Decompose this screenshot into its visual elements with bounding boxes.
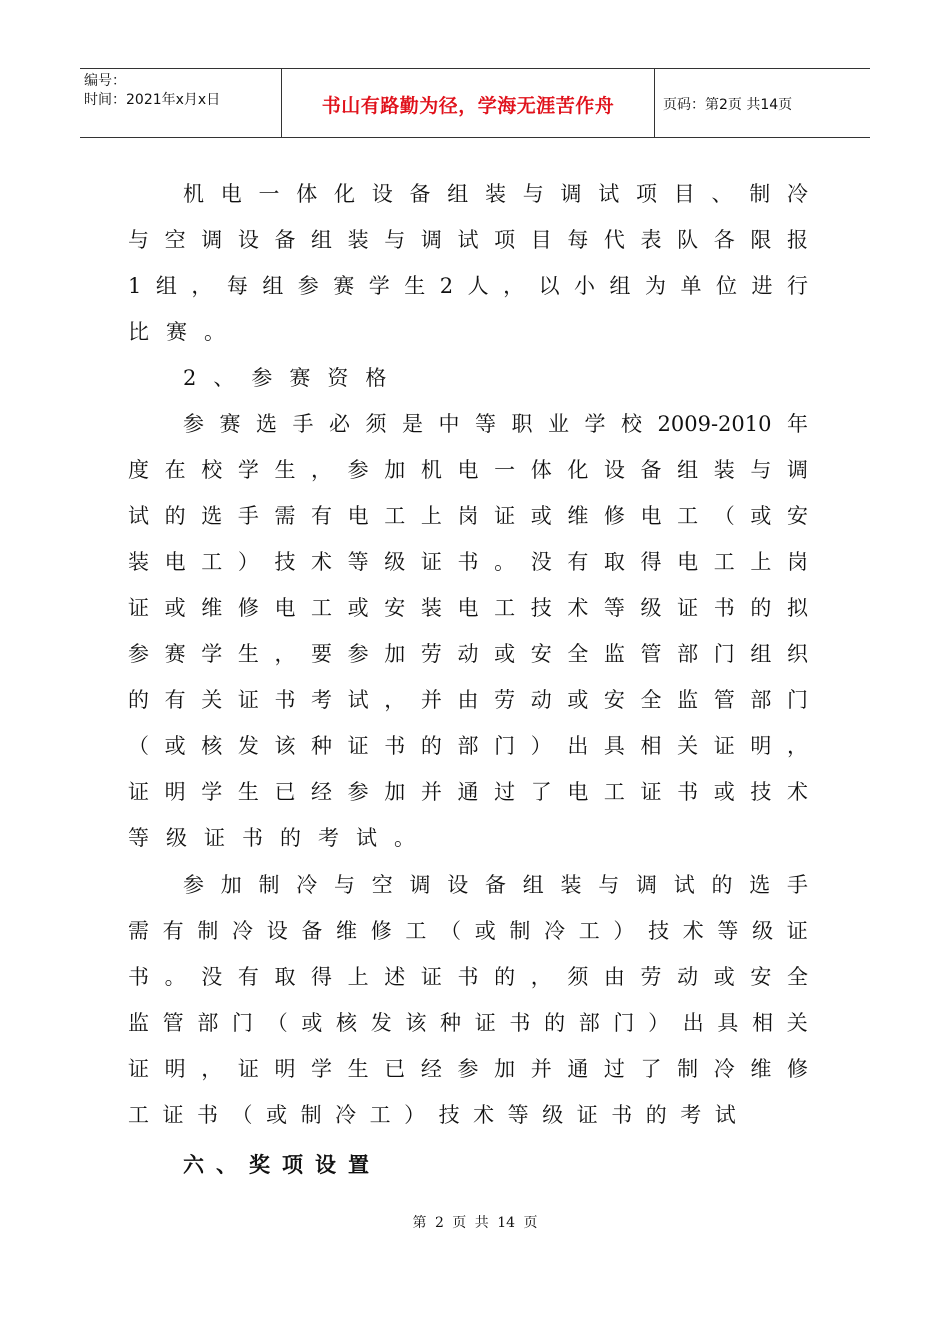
body-line-10: 证 或 维 修 电 工 或 安 装 电 工 技 术 等 级 证 书 的 拟 [128, 596, 808, 620]
body-line-7: 度 在 校 学 生 ， 参 加 机 电 一 体 化 设 备 组 装 与 调 [128, 458, 808, 482]
header-meta-cell [80, 69, 282, 137]
body-line-14: 证 明 学 生 已 经 参 加 并 通 过 了 电 工 证 书 或 技 术 [128, 780, 808, 804]
body-line-19: 监 管 部 门 （ 或 核 发 该 种 证 书 的 部 门 ） 出 具 相 关 [128, 1011, 808, 1035]
header-motto-cell [282, 69, 655, 137]
body-line-18: 书 。 没 有 取 得 上 述 证 书 的 ， 须 由 劳 动 或 安 全 [128, 965, 808, 989]
body-line-9: 装 电 工 ） 技 术 等 级 证 书 。 没 有 取 得 电 工 上 岗 [128, 550, 808, 574]
header-page-cell [655, 69, 870, 137]
body-line-12: 的 有 关 证 书 考 试 ， 并 由 劳 动 或 安 全 监 管 部 门 [128, 688, 808, 712]
header-page-info: 页码：第2页 共14页 [663, 97, 793, 113]
body-line-2: 与 空 调 设 备 组 装 与 调 试 项 目 每 代 表 队 各 限 报 [128, 228, 808, 252]
body-line-17: 需 有 制 冷 设 备 维 修 工 （ 或 制 冷 工 ） 技 术 等 级 证 [128, 919, 808, 943]
header-motto: 书山有路勤为径，学海无涯苦作舟 [321, 95, 615, 117]
body-line-21: 工 证 书 （ 或 制 冷 工 ） 技 术 等 级 证 书 的 考 试 [128, 1103, 736, 1127]
body-line-4: 比赛。 [128, 320, 242, 344]
section-heading: 六、奖项设置 [183, 1152, 381, 1177]
body-line-3: 1 组 ， 每 组 参 赛 学 生 2 人 ， 以 小 组 为 单 位 进 行 [128, 274, 808, 298]
body-line-6: 参 赛 选 手 必 须 是 中 等 职 业 学 校 2009-2010 年 [183, 412, 808, 436]
document-time-label: 时间：2021年x月x日 [84, 92, 221, 108]
document-number-label: 编号： [84, 73, 126, 89]
page-footer [0, 1212, 950, 1232]
body-line-8: 试 的 选 手 需 有 电 工 上 岗 证 或 维 修 电 工 （ 或 安 [128, 504, 808, 528]
body-line-13: （ 或 核 发 该 种 证 书 的 部 门 ） 出 具 相 关 证 明 ， [128, 734, 808, 758]
body-line-16: 参 加 制 冷 与 空 调 设 备 组 装 与 调 试 的 选 手 [183, 873, 808, 897]
section-subheading: 2、参赛资格 [183, 366, 404, 390]
body-line-20: 证 明 ， 证 明 学 生 已 经 参 加 并 通 过 了 制 冷 维 修 [128, 1057, 808, 1081]
body-line-15: 等级证书的考试。 [128, 826, 432, 850]
body-line-11: 参 赛 学 生 ， 要 参 加 劳 动 或 安 全 监 管 部 门 组 织 [128, 642, 808, 666]
footer-page-number: 第 2 页 共 14 页 [412, 1215, 538, 1231]
body-line-1: 机 电 一 体 化 设 备 组 装 与 调 试 项 目 、 制 冷 [183, 182, 808, 206]
page-header [80, 68, 870, 138]
